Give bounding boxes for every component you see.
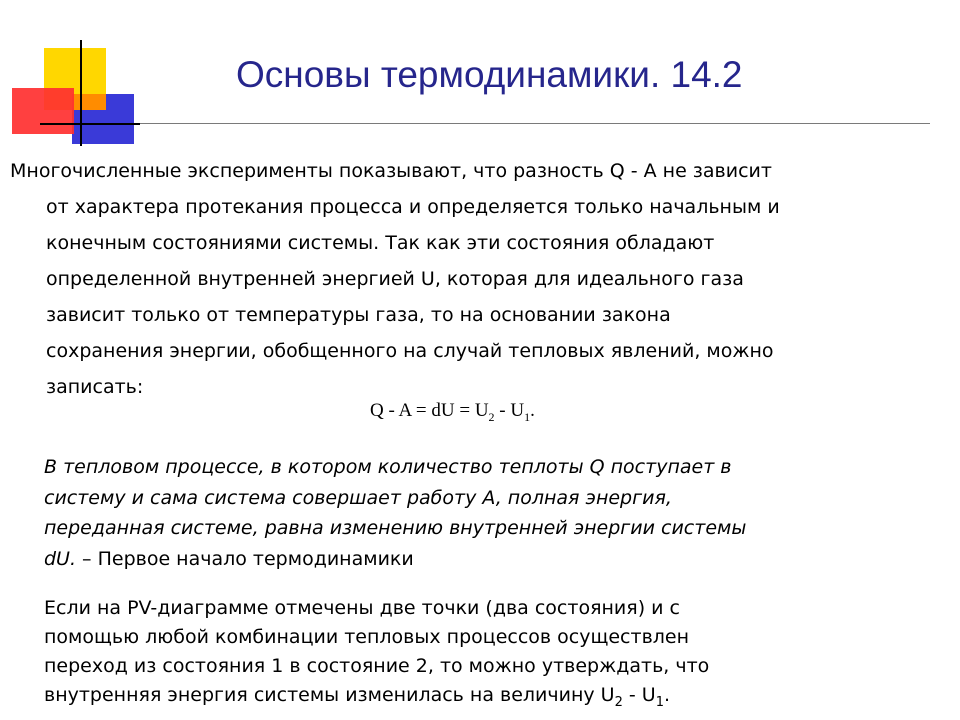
paragraph-first-law — [44, 452, 944, 574]
formula-part: Q - A = dU = U — [370, 400, 489, 421]
first-law-formula — [370, 400, 535, 425]
text-line — [44, 544, 944, 575]
text-line: сохранения энергии, обобщенного на случай тепловых явлений, можно — [46, 340, 774, 362]
text-fragment: – Первое начало термодинамики — [76, 547, 414, 570]
text-line: переданная системе, равна изменению внутренней энергии системы — [44, 517, 747, 539]
text-line: определенной внутренней энергией U, которая для идеального газа — [46, 268, 744, 290]
paragraph-pv-diagram — [44, 594, 944, 717]
slide-title: Основы термодинамики. 14.2 — [236, 54, 743, 95]
text-line: В тепловом процессе, в котором количество теплоты Q поступает в — [44, 456, 732, 478]
text-line: записать: — [46, 376, 144, 398]
formula-part: . — [530, 400, 535, 421]
text-fragment: dU. — [44, 547, 77, 570]
text-line: Если на PV-диаграмме отмечены две точки (два состояния) и с — [44, 597, 680, 619]
text-line — [44, 681, 944, 717]
formula-part: - U — [494, 400, 525, 421]
text-fragment: внутренняя энергия системы изменилась на величину U — [44, 684, 615, 706]
text-line: систему и сама система совершает работу A, полная энергия, — [44, 486, 672, 509]
title-underline — [140, 123, 930, 124]
formula-subscript: 2 — [488, 409, 495, 424]
decor-orange-overlap — [72, 94, 106, 110]
text-subscript: 2 — [614, 694, 623, 710]
decor-vertical-line — [80, 40, 82, 146]
paragraph-experiments — [10, 153, 940, 405]
formula-subscript: 1 — [524, 409, 531, 424]
text-subscript: 1 — [655, 694, 664, 710]
decor-red-square — [12, 88, 74, 134]
text-line: переход из состояния 1 в состояние 2, то можно утверждать, что — [44, 655, 710, 677]
text-line: от характера протекания процесса и определяется только начальным и — [46, 196, 780, 218]
text-line: Многочисленные эксперименты показывают, что разность Q - A не зависит — [10, 160, 772, 182]
text-fragment: - U — [622, 684, 656, 706]
text-line: помощью любой комбинации тепловых процессов осуществлен — [44, 626, 690, 648]
text-line: зависит только от температуры газа, то на основании закона — [46, 304, 671, 326]
text-fragment: . — [664, 684, 671, 706]
text-line: конечным состояниями системы. Так как эти состояния обладают — [46, 232, 715, 254]
decor-horizontal-line — [40, 123, 140, 125]
